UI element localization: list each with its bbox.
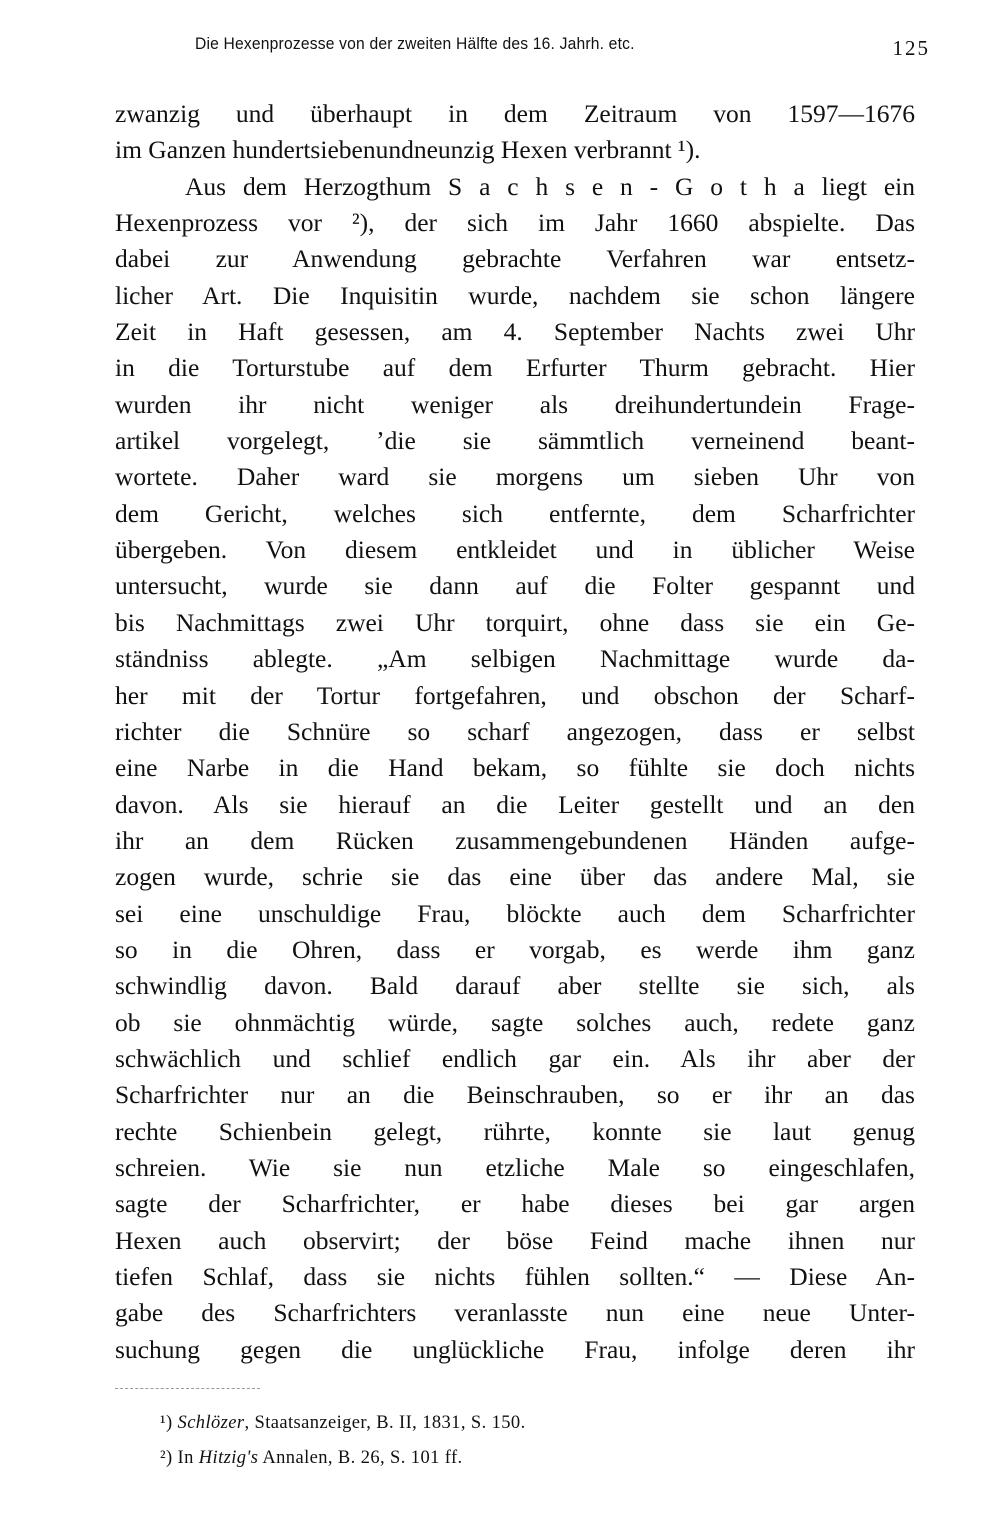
text-line: gabe des Scharfrichters veranlasste nun eine neue Unter- [115,1298,915,1328]
footnote-author: Hitzig's [198,1448,259,1468]
footnote-marker: ²) [160,1448,173,1468]
text-line: Scharfrichter nur an die Beinschrauben, so er ihr an das [115,1080,915,1110]
text-line: tiefen Schlaf, dass sie nichts fühlen sollten.“ — Diese An- [115,1262,915,1291]
text-line: davon. Als sie hierauf an die Leiter gestellt und an den [115,789,915,819]
body-text [115,96,915,1368]
text-line: suchung gegen die unglückliche Frau, infolge deren ihr [115,1334,915,1364]
text-line: dem Gericht, welches sich entfernte, dem Scharfrichter [115,498,915,528]
text-line: bis Nachmittags zwei Uhr torquirt, ohne dass sie ein Ge- [115,607,915,637]
text-line: ständniss ablegte. „Am selbigen Nachmittage wurde da- [115,644,915,674]
footnote-1 [160,1406,526,1441]
text-line: dabei zur Anwendung gebrachte Verfahren war entsetz- [115,244,915,274]
footnote-text: , Staatsanzeiger, B. II, 1831, S. 150. [244,1413,526,1433]
text-line: ob sie ohnmächtig würde, sagte solches auch, redete ganz [115,1007,915,1037]
text-line: Hexenprozess vor ²), der sich im Jahr 1660 abspielte. Das [115,208,915,238]
page-number: 125 [892,36,930,60]
text-line: sagte der Scharfrichter, er habe dieses bei gar argen [115,1189,915,1219]
text-line: wortete. Daher ward sie morgens um sieben Uhr von [115,462,915,492]
text-line: artikel vorgelegt, ʼdie sie sämmtlich verneinend beant- [115,426,915,456]
footnote-author: Schlözer [177,1413,245,1433]
text-line: eine Narbe in die Hand bekam, so fühlte sie doch nichts [115,753,915,783]
running-header [195,32,930,58]
text-line: ihr an dem Rücken zusammengebundenen Händen aufge- [115,825,915,855]
text-line: zogen wurde, schrie sie das eine über das andere Mal, sie [115,862,915,892]
text-line: schwindlig davon. Bald darauf aber stellte sie sich, als [115,971,915,1001]
text-line: untersucht, wurde sie dann auf die Folter gespannt und [115,571,915,601]
text-line: übergeben. Von diesem entkleidet und in üblicher Weise [115,535,915,565]
footnote-prefix: In [177,1448,199,1468]
text-line: Hexen auch observirt; der böse Feind mache ihnen nur [115,1225,915,1255]
footnote-separator [115,1388,260,1389]
text-line: schreien. Wie sie nun etzliche Male so eingeschlafen, [115,1152,915,1182]
footnotes [160,1406,526,1476]
text-line: so in die Ohren, dass er vorgab, es werde ihm ganz [115,934,915,964]
text-line: im Ganzen hundertsiebenundneunzig Hexen verbrannt ¹). [115,135,701,165]
footnote-marker: ¹) [160,1413,173,1433]
footnote-2 [160,1441,526,1476]
text-line: rechte Schienbein gelegt, rührte, konnte sie laut genug [115,1116,915,1146]
text-line: sei eine unschuldige Frau, blöckte auch dem Scharfrichter [115,898,915,928]
text-line: in die Torturstube auf dem Erfurter Thurm gebracht. Hier [115,353,915,383]
text-line: schwächlich und schlief endlich gar ein. Als ihr aber der [115,1043,915,1073]
text-line: wurden ihr nicht weniger als dreihundertundein Frage- [115,389,915,419]
text-line: licher Art. Die Inquisitin wurde, nachdem sie schon längere [115,280,915,310]
running-title: Die Hexenprozesse von der zweiten Hälfte des 16. Jahrh. etc. [195,34,635,53]
text-line: richter die Schnüre so scharf angezogen, dass er selbst [115,716,915,746]
text-line: zwanzig und überhaupt in dem Zeitraum von 1597—1676 [115,99,915,128]
text-line: Zeit in Haft gesessen, am 4. September Nachts zwei Uhr [115,317,915,347]
text-line: Aus dem Herzogthum S a c h s e n - G o t h a liegt ein [185,171,915,201]
text-line: her mit der Tortur fortgefahren, und obschon der Scharf- [115,680,915,710]
footnote-text: Annalen, B. 26, S. 101 ff. [258,1448,463,1468]
